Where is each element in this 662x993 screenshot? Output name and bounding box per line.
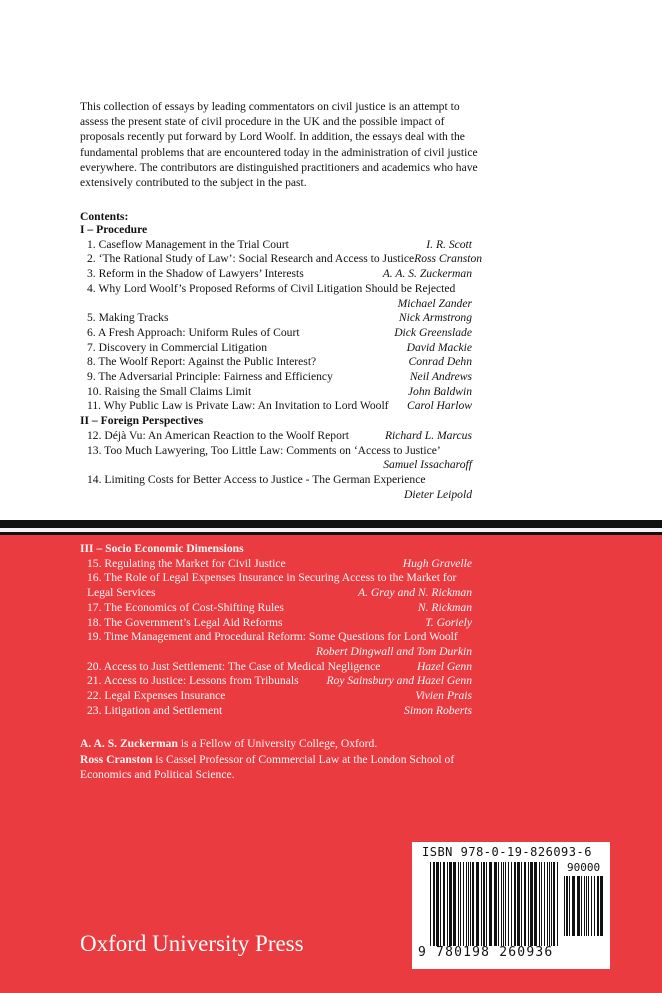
barcode-bar — [433, 862, 435, 946]
barcode-bar — [436, 862, 439, 946]
isbn-barcode — [412, 842, 610, 969]
barcode-bar — [503, 862, 504, 946]
barcode-bar — [557, 862, 558, 946]
barcode-bar — [476, 862, 479, 946]
editor-description: is a Fellow of University College, Oxford. — [177, 737, 378, 750]
barcode-bar — [440, 862, 441, 946]
entry-title: 7. Discovery in Commercial Litigation — [87, 340, 267, 354]
barcode-bar — [572, 876, 575, 936]
barcode-bar — [541, 862, 542, 946]
barcode-bar — [600, 876, 603, 936]
barcode-bar — [443, 862, 445, 946]
contents-entry — [80, 429, 472, 444]
entry-title: 16. The Role of Legal Expenses Insurance in Securing Access to the Market for — [87, 571, 457, 585]
entry-title: 5. Making Tracks — [87, 311, 169, 325]
entry-title: 3. Reform in the Shadow of Lawyers’ Interests — [87, 267, 304, 281]
entry-title: 22. Legal Expenses Insurance — [87, 689, 226, 703]
barcode-bar — [528, 862, 529, 946]
barcode-bar — [591, 876, 592, 936]
barcode-bar — [430, 862, 431, 946]
barcode-bar — [466, 862, 467, 946]
section-heading-procedure: I – Procedure — [80, 223, 148, 236]
contents-entry — [80, 630, 472, 659]
entry-title: 21. Access to Justice: Lessons from Tribunals — [87, 674, 299, 688]
barcode-bar — [463, 862, 464, 946]
editor-name: Ross Cranston — [80, 752, 153, 766]
barcode-bar — [460, 862, 461, 946]
barcode-bar — [586, 876, 587, 936]
barcode-bar — [521, 862, 522, 946]
contents-entry — [80, 704, 472, 719]
contents-entry — [80, 473, 472, 502]
entry-title: 23. Litigation and Settlement — [87, 703, 223, 717]
contents-entry — [80, 370, 472, 385]
entry-author: A. A. S. Zuckerman — [382, 267, 472, 281]
entry-author: A. Gray and N. Rickman — [358, 586, 472, 600]
entry-title: 15. Regulating the Market for Civil Justice — [87, 556, 286, 570]
barcode-bar — [483, 862, 485, 946]
editor-bios — [80, 736, 460, 783]
barcode-bars-icon — [430, 862, 558, 946]
entry-author: John Baldwin — [407, 384, 472, 398]
barcode-bar — [501, 862, 502, 946]
entry-title: 4. Why Lord Woolf’s Proposed Reforms of Civil Litigation Should be Rejected — [87, 281, 456, 295]
contents-list-lower — [80, 542, 472, 718]
entry-title: 13. Too Much Lawyering, Too Little Law: Comments on ‘Access to Justice’ — [87, 443, 441, 457]
barcode-bar — [549, 862, 550, 946]
book-blurb: This collection of essays by leading commentators on civil justice is an attempt to assess the present state of civil procedure in the UK and the possible impact of proposals recently put forward by Lord Woolf. In addition, the essays deal with the fundamental problems that are encountered today in the administration of civil justice everywhere. The contributors are distinguished practitioners and academics who have extensively contributed to the subject in the past. — [80, 100, 478, 190]
barcode-bar — [514, 862, 516, 946]
barcode-bar — [505, 862, 506, 946]
entry-author: Dieter Leipold — [404, 487, 472, 501]
barcode-bar — [584, 876, 585, 936]
entry-author: Robert Dingwall and Tom Durkin — [315, 644, 472, 658]
entry-author: Carol Harlow — [407, 399, 472, 413]
entry-author: Richard L. Marcus — [384, 428, 472, 442]
barcode-bar — [547, 862, 548, 946]
entry-author: Simon Roberts — [404, 703, 472, 717]
barcode-bar — [498, 862, 499, 946]
entry-title: 10. Raising the Small Claims Limit — [87, 384, 252, 398]
entry-title: 8. The Woolf Report: Against the Public Interest? — [87, 355, 317, 369]
contents-entry — [80, 385, 472, 400]
barcode-bar — [447, 862, 448, 946]
contents-entry — [80, 571, 472, 600]
isbn-label: ISBN 978-0-19-826093-6 — [422, 845, 592, 859]
contents-entry — [80, 252, 483, 267]
contents-entry — [80, 341, 472, 356]
editor-bio — [80, 752, 460, 783]
editor-bio — [80, 736, 460, 752]
entry-title-continued: Legal Services — [87, 586, 156, 600]
barcode-bar — [544, 862, 545, 946]
contents-entry — [80, 660, 472, 675]
barcode-bar — [553, 862, 555, 946]
contents-entry — [80, 326, 472, 341]
entry-author: Ross Cranston — [414, 252, 483, 266]
entry-title: 9. The Adversarial Principle: Fairness and Efficiency — [87, 370, 333, 384]
entry-author: Dick Greenslade — [394, 325, 472, 339]
contents-entry — [80, 557, 472, 572]
barcode-bar — [524, 862, 526, 946]
price-code: 90000 — [567, 861, 601, 874]
barcode-bar — [594, 876, 595, 936]
entry-author: N. Rickman — [417, 600, 472, 614]
barcode-bar — [597, 876, 599, 936]
contents-entry — [80, 311, 472, 326]
entry-title: 1. Caseflow Management in the Trial Court — [87, 237, 289, 251]
barcode-bar — [564, 876, 565, 936]
entry-author: Vivien Prais — [415, 689, 472, 703]
section-heading-socio-economic: III – Socio Economic Dimensions — [80, 542, 244, 555]
contents-heading: Contents: — [80, 210, 129, 223]
editor-description: is Cassel Professor of Commercial Law at the London School of Economics and Political Science. — [80, 752, 455, 781]
contents-entry — [80, 238, 472, 253]
contents-list-upper — [80, 223, 483, 502]
section-heading-foreign: II – Foreign Perspectives — [80, 414, 204, 428]
barcode-bar — [481, 862, 482, 946]
barcode-bar — [551, 862, 552, 946]
entry-author: T. Goriely — [425, 615, 472, 629]
entry-author: I. R. Scott — [426, 237, 472, 251]
entry-author: Conrad Dehn — [408, 355, 472, 369]
publisher-name: Oxford University Press — [80, 931, 304, 956]
contents-entry — [80, 444, 472, 473]
entry-title: 2. ‘The Rational Study of Law’: Social Research and Access to Justice — [87, 252, 415, 266]
barcode-bar — [472, 862, 474, 946]
barcode-bar — [470, 862, 471, 946]
price-barcode-icon — [564, 876, 604, 936]
entry-author: Michael Zander — [397, 296, 472, 310]
entry-title: 19. Time Management and Procedural Reform: Some Questions for Lord Woolf — [87, 630, 458, 644]
barcode-bar — [453, 862, 456, 946]
barcode-bar — [494, 862, 497, 946]
contents-entry — [80, 616, 472, 631]
entry-title: 18. The Government’s Legal Aid Reforms — [87, 615, 283, 629]
barcode-bar — [588, 876, 589, 936]
contents-entry — [80, 282, 472, 311]
barcode-bar — [577, 876, 580, 936]
barcode-bar — [530, 862, 533, 946]
entry-title: 12. Déjà Vu: An American Reaction to the Woolf Report — [87, 428, 349, 442]
barcode-bar — [581, 876, 582, 936]
entry-title: 17. The Economics of Cost-Shifting Rules — [87, 600, 284, 614]
entry-title: 14. Limiting Costs for Better Access to Justice - The German Experience — [87, 472, 426, 486]
entry-author: Nick Armstrong — [398, 311, 472, 325]
contents-entry — [80, 689, 472, 704]
contents-entry — [80, 355, 472, 370]
divider-bar — [0, 520, 662, 528]
barcode-bar — [468, 862, 469, 946]
ean-number: 9 780198 260936 — [418, 945, 554, 960]
barcode-bar — [486, 862, 487, 946]
barcode-bar — [508, 862, 509, 946]
entry-author: Neil Andrews — [409, 370, 472, 384]
barcode-bar — [539, 862, 540, 946]
entry-title: 20. Access to Just Settlement: The Case of Medical Negligence — [87, 659, 381, 673]
entry-title: 11. Why Public Law is Private Law: An Invitation to Lord Woolf — [87, 399, 389, 413]
entry-author: Roy Sainsbury and Hazel Genn — [326, 674, 472, 688]
barcode-bar — [449, 862, 452, 946]
entry-title: 6. A Fresh Approach: Uniform Rules of Court — [87, 325, 300, 339]
contents-entry — [80, 601, 472, 616]
entry-author: Hugh Gravelle — [402, 556, 472, 570]
barcode-bar — [458, 862, 459, 946]
contents-entry — [80, 267, 472, 282]
entry-author: David Mackie — [406, 340, 472, 354]
barcode-bar — [534, 862, 537, 946]
barcode-bar — [569, 876, 570, 936]
barcode-bar — [511, 862, 512, 946]
entry-author: Hazel Genn — [416, 659, 472, 673]
entry-author: Samuel Issacharoff — [383, 458, 472, 472]
barcode-bar — [517, 862, 520, 946]
barcode-bar — [489, 862, 492, 946]
contents-entry — [80, 674, 472, 689]
editor-name: A. A. S. Zuckerman — [80, 737, 178, 750]
barcode-bar — [566, 876, 568, 936]
contents-entry — [80, 399, 472, 414]
